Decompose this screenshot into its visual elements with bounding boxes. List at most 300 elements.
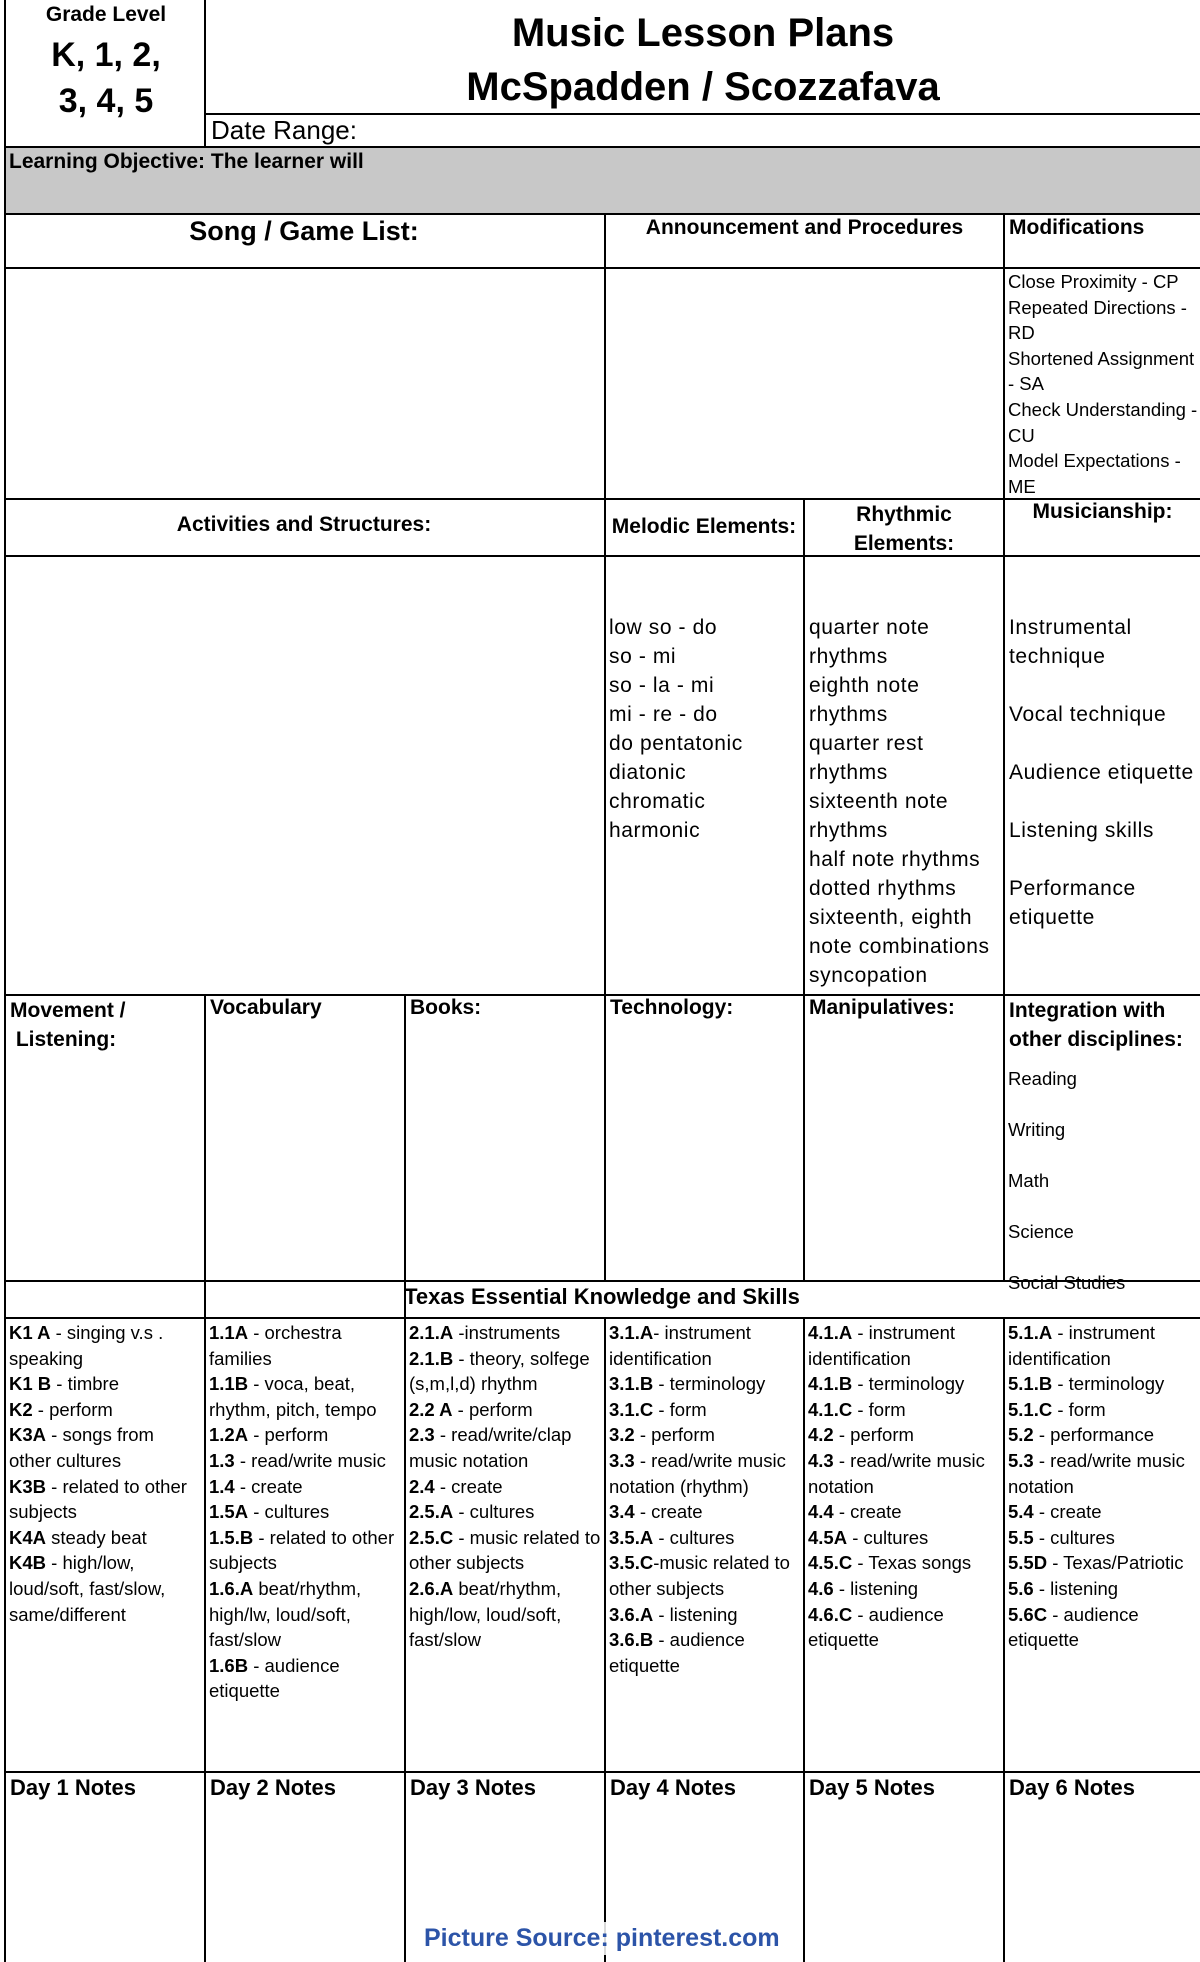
teks-code: 3.6.B xyxy=(609,1629,654,1651)
teks-code: K3A xyxy=(9,1424,47,1446)
teks-text: - perform xyxy=(32,1398,113,1420)
teks-item xyxy=(209,1371,403,1397)
teks-code: 5.2 xyxy=(1008,1424,1034,1446)
teks-text: - audience xyxy=(1047,1603,1139,1625)
teks-code: 4.6.C xyxy=(808,1603,853,1625)
modification-item: ME xyxy=(1008,475,1036,497)
musicianship-list xyxy=(1009,613,1194,932)
teks-code: 5.1.A xyxy=(1008,1322,1053,1343)
day-4-notes: Day 4 Notes xyxy=(610,1775,736,1800)
teks-code: 2.5.C xyxy=(409,1526,454,1548)
teks-item xyxy=(1008,1448,1200,1474)
teks-code: K4A xyxy=(9,1526,47,1548)
teks-code: 3.1.C xyxy=(609,1398,654,1420)
modification-item: - SA xyxy=(1008,373,1044,395)
melodic-item: so - mi xyxy=(609,645,677,668)
teks-code: 5.1.B xyxy=(1008,1373,1053,1395)
picture-source-watermark: Picture Source: pinterest.com xyxy=(418,1922,786,1955)
teks-text: - instrument xyxy=(852,1322,956,1343)
rhythmic-item: sixteenth, eighth xyxy=(809,906,973,929)
learning-objective: Learning Objective: The learner will xyxy=(9,150,364,173)
teks-text: same/different xyxy=(9,1603,126,1625)
teks-item xyxy=(409,1499,603,1525)
teks-text: notation xyxy=(1008,1475,1074,1497)
teks-column-k xyxy=(9,1320,203,1627)
teks-code: 5.4 xyxy=(1008,1501,1034,1523)
modification-item: Repeated Directions - xyxy=(1008,296,1187,318)
rhythmic-header-line-2: Elements: xyxy=(853,532,955,555)
integration-header xyxy=(1009,996,1183,1054)
teks-item xyxy=(609,1448,803,1474)
melodic-header: Melodic Elements: xyxy=(611,515,797,538)
modifications-header: Modifications xyxy=(1009,216,1145,239)
musicianship-item: Listening skills xyxy=(1009,819,1154,842)
teks-title: Texas Essential Knowledge and Skills xyxy=(404,1284,800,1309)
teks-code: 3.5.A xyxy=(609,1526,654,1548)
teks-code: 3.5.C xyxy=(609,1552,654,1574)
teks-item xyxy=(1008,1499,1200,1525)
musicianship-item: Performance xyxy=(1009,877,1136,900)
teks-code: K1 A xyxy=(9,1322,51,1343)
teks-text: -music related to xyxy=(653,1552,790,1574)
musicianship-item: technique xyxy=(1009,645,1106,668)
rhythmic-item: quarter rest xyxy=(809,732,924,755)
teks-text: etiquette xyxy=(209,1680,280,1702)
teks-text: - read/write music xyxy=(234,1449,386,1471)
teks-code: 1.2A xyxy=(209,1424,249,1446)
musicianship-item xyxy=(1009,845,1194,874)
teks-text: - listening xyxy=(653,1603,738,1625)
teks-item xyxy=(209,1448,403,1474)
teks-text: - read/write music xyxy=(1033,1449,1185,1471)
vocabulary-header: Vocabulary xyxy=(210,996,322,1019)
teks-code: 4.5A xyxy=(808,1526,848,1548)
integration-item: Reading xyxy=(1008,1068,1077,1089)
teks-item xyxy=(409,1576,603,1602)
teks-item xyxy=(808,1371,1002,1397)
musicianship-item: Audience etiquette xyxy=(1009,761,1194,784)
movement-line-2: Listening: xyxy=(10,1028,117,1051)
day-2-notes: Day 2 Notes xyxy=(210,1775,336,1800)
teks-item xyxy=(209,1653,403,1679)
teks-item xyxy=(1008,1320,1200,1346)
teks-code: 3.6.A xyxy=(609,1603,654,1625)
teks-text: beat/rhythm, xyxy=(453,1577,562,1599)
teks-item xyxy=(209,1576,403,1602)
rhythmic-list xyxy=(809,613,990,990)
teks-code: 5.5D xyxy=(1008,1552,1048,1574)
teks-code: 2.3 xyxy=(409,1424,435,1446)
teks-text: - form xyxy=(1052,1398,1106,1420)
teks-item xyxy=(609,1346,803,1372)
date-range-label: Date Range: xyxy=(211,115,357,145)
teks-text: rhythm, pitch, tempo xyxy=(209,1398,377,1420)
teks-code: K2 xyxy=(9,1398,33,1420)
teks-text: - create xyxy=(434,1475,503,1497)
teks-item xyxy=(209,1678,403,1704)
teks-item xyxy=(409,1525,603,1551)
teks-item xyxy=(409,1448,603,1474)
teks-text: etiquette xyxy=(808,1629,879,1651)
grade-level-line-1: K, 1, 2, xyxy=(51,36,161,74)
teks-text: notation (rhythm) xyxy=(609,1475,749,1497)
teks-code: 2.5.A xyxy=(409,1501,454,1523)
rhythmic-item: dotted rhythms xyxy=(809,877,957,900)
teks-item xyxy=(9,1576,203,1602)
teks-item xyxy=(808,1525,1002,1551)
integration-list xyxy=(1008,1053,1125,1308)
teks-code: K1 B xyxy=(9,1373,52,1395)
teks-item xyxy=(808,1422,1002,1448)
teks-text: - audience xyxy=(248,1654,340,1676)
teks-item xyxy=(609,1320,803,1346)
teks-item xyxy=(209,1627,403,1653)
musicianship-item xyxy=(1009,787,1194,816)
activities-header: Activities and Structures: xyxy=(176,513,432,536)
teks-text: speaking xyxy=(9,1347,84,1369)
teks-item xyxy=(9,1397,203,1423)
teks-item xyxy=(609,1371,803,1397)
teks-item xyxy=(209,1320,403,1346)
teks-text: subjects xyxy=(9,1501,77,1523)
teks-item xyxy=(609,1602,803,1628)
rhythmic-item: sixteenth note xyxy=(809,790,949,813)
grade-level-line-2: 3, 4, 5 xyxy=(58,82,154,120)
modifications-list xyxy=(1008,269,1200,499)
teks-text: other subjects xyxy=(409,1552,525,1574)
rule-objective-bottom xyxy=(4,213,1200,215)
teks-code: 1.5.B xyxy=(209,1526,254,1548)
teks-text: - cultures xyxy=(847,1526,929,1548)
page-title-line-1: Music Lesson Plans xyxy=(511,11,895,55)
teks-item xyxy=(1008,1627,1200,1653)
teks-item xyxy=(808,1397,1002,1423)
teks-item xyxy=(209,1422,403,1448)
teks-code: 1.5A xyxy=(209,1501,249,1523)
teks-item xyxy=(609,1474,803,1500)
teks-text: - create xyxy=(634,1501,703,1523)
modification-item: Close Proximity - CP xyxy=(1008,271,1179,292)
day-5-notes: Day 5 Notes xyxy=(809,1775,935,1800)
teks-text: - cultures xyxy=(248,1501,330,1523)
rhythmic-item: syncopation xyxy=(809,964,928,987)
teks-item xyxy=(1008,1576,1200,1602)
teks-text: subjects xyxy=(209,1552,277,1574)
teks-code: 4.5.C xyxy=(808,1552,853,1574)
melodic-item: diatonic xyxy=(609,761,687,784)
teks-item xyxy=(9,1602,203,1628)
movement-line-1: Movement / xyxy=(10,999,126,1022)
teks-code: 5.1.C xyxy=(1008,1398,1053,1420)
teks-text: - singing v.s . xyxy=(50,1322,164,1343)
teks-item xyxy=(9,1320,203,1346)
teks-code: 3.2 xyxy=(609,1424,635,1446)
teks-item xyxy=(609,1397,803,1423)
melodic-item: do pentatonic xyxy=(609,732,743,755)
teks-item xyxy=(808,1627,1002,1653)
integration-item: Science xyxy=(1008,1221,1074,1242)
song-game-list-header: Song / Game List: xyxy=(189,216,419,246)
teks-text: high/low, loud/soft, xyxy=(409,1603,562,1625)
teks-text: - create xyxy=(833,1501,902,1523)
teks-text: - perform xyxy=(452,1398,533,1420)
teks-text: - perform xyxy=(833,1424,914,1446)
teks-text: - perform xyxy=(248,1424,329,1446)
rule-left-edge xyxy=(4,0,6,1962)
melodic-item: mi - re - do xyxy=(609,703,718,726)
integration-line-1: Integration with xyxy=(1009,999,1166,1022)
teks-text: - music related to xyxy=(453,1526,601,1548)
teks-item xyxy=(9,1525,203,1551)
rule-col4 xyxy=(803,498,805,1280)
teks-text: fast/slow xyxy=(409,1629,481,1651)
teks-item xyxy=(209,1602,403,1628)
teks-text: - listening xyxy=(1033,1577,1119,1599)
teks-item xyxy=(409,1602,603,1628)
melodic-item: low so - do xyxy=(609,616,718,639)
teks-item xyxy=(9,1346,203,1372)
musicianship-item: etiquette xyxy=(1009,906,1095,929)
rhythmic-item: note combinations xyxy=(809,935,990,958)
teks-text: identification xyxy=(609,1347,712,1369)
musicianship-item xyxy=(1009,729,1194,758)
melodic-item: harmonic xyxy=(609,819,701,842)
rhythmic-header xyxy=(805,500,1003,558)
teks-text: beat/rhythm, xyxy=(253,1577,362,1599)
teks-text: - related to other xyxy=(253,1526,395,1548)
teks-text: fast/slow xyxy=(209,1629,281,1651)
teks-item xyxy=(609,1422,803,1448)
teks-text: - terminology xyxy=(852,1373,965,1395)
teks-item xyxy=(609,1525,803,1551)
integration-item: Math xyxy=(1008,1170,1050,1191)
rule-objective-top xyxy=(4,146,1200,148)
teks-column-3 xyxy=(609,1320,803,1678)
teks-item xyxy=(209,1499,403,1525)
teks-code: 2.4 xyxy=(409,1475,435,1497)
teks-text: - orchestra xyxy=(248,1322,342,1343)
melodic-item: so - la - mi xyxy=(609,674,715,697)
teks-item xyxy=(9,1422,203,1448)
teks-text: - read/write music xyxy=(833,1449,985,1471)
teks-item xyxy=(1008,1525,1200,1551)
teks-text: - listening xyxy=(833,1577,919,1599)
teks-code: 4.1.B xyxy=(808,1373,853,1395)
rhythmic-item: rhythms xyxy=(809,819,888,842)
teks-item xyxy=(1008,1346,1200,1372)
musicianship-item: Vocal technique xyxy=(1009,703,1167,726)
teks-item xyxy=(1008,1371,1200,1397)
teks-code: 4.4 xyxy=(808,1501,834,1523)
modification-item: Model Expectations - xyxy=(1008,450,1181,472)
teks-text: - high/low, xyxy=(46,1552,135,1574)
rhythmic-header-line-1: Rhythmic xyxy=(856,503,952,526)
teks-item xyxy=(808,1474,1002,1500)
modification-item: Shortened Assignment xyxy=(1008,347,1195,369)
teks-code: 4.1.C xyxy=(808,1398,853,1420)
teks-text: - songs from xyxy=(46,1424,154,1446)
teks-item xyxy=(808,1346,1002,1372)
teks-item xyxy=(9,1474,203,1500)
teks-text: - form xyxy=(852,1398,906,1420)
teks-item xyxy=(808,1320,1002,1346)
teks-code: 2.2 A xyxy=(409,1398,453,1420)
teks-item xyxy=(209,1346,403,1372)
rhythmic-item: rhythms xyxy=(809,761,888,784)
rule-col5b xyxy=(1003,1317,1005,1962)
teks-code: K4B xyxy=(9,1552,47,1574)
teks-item xyxy=(1008,1602,1200,1628)
teks-text: - read/write/clap xyxy=(434,1424,572,1446)
teks-item xyxy=(409,1627,603,1653)
rhythmic-item: rhythms xyxy=(809,645,888,668)
melodic-item: chromatic xyxy=(609,790,706,813)
teks-item xyxy=(808,1602,1002,1628)
teks-text: other cultures xyxy=(9,1449,122,1471)
teks-item xyxy=(209,1550,403,1576)
teks-text: - theory, solfege xyxy=(453,1347,590,1369)
rule-notes-top xyxy=(4,1771,1200,1773)
teks-item xyxy=(1008,1550,1200,1576)
teks-item xyxy=(409,1371,603,1397)
teks-text: etiquette xyxy=(609,1654,680,1676)
teks-code: 1.6.A xyxy=(209,1577,254,1599)
teks-item xyxy=(209,1474,403,1500)
teks-text: - perform xyxy=(634,1424,715,1446)
teks-text: high/lw, loud/soft, xyxy=(209,1603,351,1625)
rule-col3 xyxy=(604,213,606,1280)
page-title xyxy=(206,6,1200,114)
teks-column-1 xyxy=(209,1320,403,1704)
teks-text: notation xyxy=(808,1475,874,1497)
day-1-notes: Day 1 Notes xyxy=(10,1775,136,1800)
teks-item xyxy=(609,1627,803,1653)
teks-text: - instrument xyxy=(1052,1322,1156,1343)
rhythmic-item: half note rhythms xyxy=(809,848,981,871)
teks-code: 1.6B xyxy=(209,1654,249,1676)
teks-text: - form xyxy=(653,1398,707,1420)
teks-text: (s,m,l,d) rhythm xyxy=(409,1373,538,1395)
rule-col4b xyxy=(803,1317,805,1962)
teks-code: 2.1.B xyxy=(409,1347,454,1369)
teks-item xyxy=(409,1550,603,1576)
teks-item xyxy=(409,1474,603,1500)
teks-text: - terminology xyxy=(1052,1373,1165,1395)
teks-text: - audience xyxy=(852,1603,944,1625)
rule-teks-title-bottom xyxy=(4,1317,1200,1319)
teks-item xyxy=(409,1320,603,1346)
teks-text: - voca, beat, xyxy=(248,1373,356,1395)
teks-code: 4.1.A xyxy=(808,1322,853,1343)
modification-item: Check Understanding - xyxy=(1008,398,1198,420)
rule-col2 xyxy=(404,994,406,1962)
teks-text: identification xyxy=(1008,1347,1111,1369)
rhythmic-item: rhythms xyxy=(809,703,888,726)
manipulatives-header: Manipulatives: xyxy=(809,996,955,1019)
teks-code: 4.6 xyxy=(808,1577,834,1599)
teks-item xyxy=(409,1397,603,1423)
teks-item xyxy=(9,1371,203,1397)
teks-text: - cultures xyxy=(653,1526,735,1548)
musicianship-header: Musicianship: xyxy=(1032,500,1173,523)
teks-code: K3B xyxy=(9,1475,47,1497)
modification-item: RD xyxy=(1008,322,1035,344)
teks-text: identification xyxy=(808,1347,911,1369)
teks-code: 1.1A xyxy=(209,1322,249,1343)
teks-item xyxy=(808,1550,1002,1576)
teks-text: - instrument xyxy=(653,1322,751,1343)
integration-line-2: other disciplines: xyxy=(1009,1028,1183,1051)
technology-header: Technology: xyxy=(610,996,734,1019)
teks-text: - cultures xyxy=(453,1501,535,1523)
teks-code: 3.3 xyxy=(609,1449,635,1471)
teks-item xyxy=(409,1346,603,1372)
integration-item: Writing xyxy=(1008,1119,1066,1140)
teks-code: 1.1B xyxy=(209,1373,249,1395)
teks-item xyxy=(1008,1422,1200,1448)
grade-level-values xyxy=(0,32,212,124)
announcements-header: Announcement and Procedures xyxy=(645,216,964,239)
teks-item xyxy=(1008,1397,1200,1423)
teks-column-5 xyxy=(1008,1320,1200,1653)
teks-text: families xyxy=(209,1347,272,1369)
rule-col5 xyxy=(1003,213,1005,1280)
teks-text: - create xyxy=(1033,1501,1102,1523)
teks-code: 1.3 xyxy=(209,1449,235,1471)
teks-column-4 xyxy=(808,1320,1002,1653)
teks-text: - read/write music xyxy=(634,1449,786,1471)
teks-text: - terminology xyxy=(653,1373,766,1395)
modification-item: CU xyxy=(1008,424,1035,446)
teks-code: 3.4 xyxy=(609,1501,635,1523)
teks-code: 4.3 xyxy=(808,1449,834,1471)
teks-code: 5.5 xyxy=(1008,1526,1034,1548)
teks-text: music notation xyxy=(409,1449,529,1471)
teks-text: other subjects xyxy=(609,1577,725,1599)
teks-text: etiquette xyxy=(1008,1629,1079,1651)
teks-code: 5.3 xyxy=(1008,1449,1034,1471)
teks-text: -instruments xyxy=(453,1322,561,1343)
teks-item xyxy=(409,1422,603,1448)
teks-text: - audience xyxy=(653,1629,745,1651)
teks-text: steady beat xyxy=(46,1526,147,1548)
melodic-list xyxy=(609,613,743,845)
teks-item xyxy=(808,1448,1002,1474)
rule-col3b xyxy=(604,1317,606,1962)
teks-item xyxy=(808,1499,1002,1525)
teks-column-2 xyxy=(409,1320,603,1653)
teks-text: - create xyxy=(234,1475,303,1497)
integration-item: Social Studies xyxy=(1008,1272,1126,1293)
rule-col1 xyxy=(204,994,206,1962)
teks-code: 3.1.B xyxy=(609,1373,654,1395)
page-title-line-2: McSpadden / Scozzafava xyxy=(466,65,940,109)
rule-section2-header-bottom xyxy=(4,555,1200,557)
musicianship-item: Instrumental xyxy=(1009,616,1132,639)
teks-text: - cultures xyxy=(1033,1526,1115,1548)
teks-item xyxy=(209,1525,403,1551)
teks-item xyxy=(808,1576,1002,1602)
musicianship-item xyxy=(1009,671,1194,700)
rhythmic-item: eighth note xyxy=(809,674,920,697)
teks-item xyxy=(1008,1474,1200,1500)
day-6-notes: Day 6 Notes xyxy=(1009,1775,1135,1800)
teks-code: 2.1.A xyxy=(409,1322,454,1343)
grade-level-label: Grade Level xyxy=(45,3,167,26)
teks-text: loud/soft, fast/slow, xyxy=(9,1577,166,1599)
teks-item xyxy=(609,1653,803,1679)
teks-code: 1.4 xyxy=(209,1475,235,1497)
